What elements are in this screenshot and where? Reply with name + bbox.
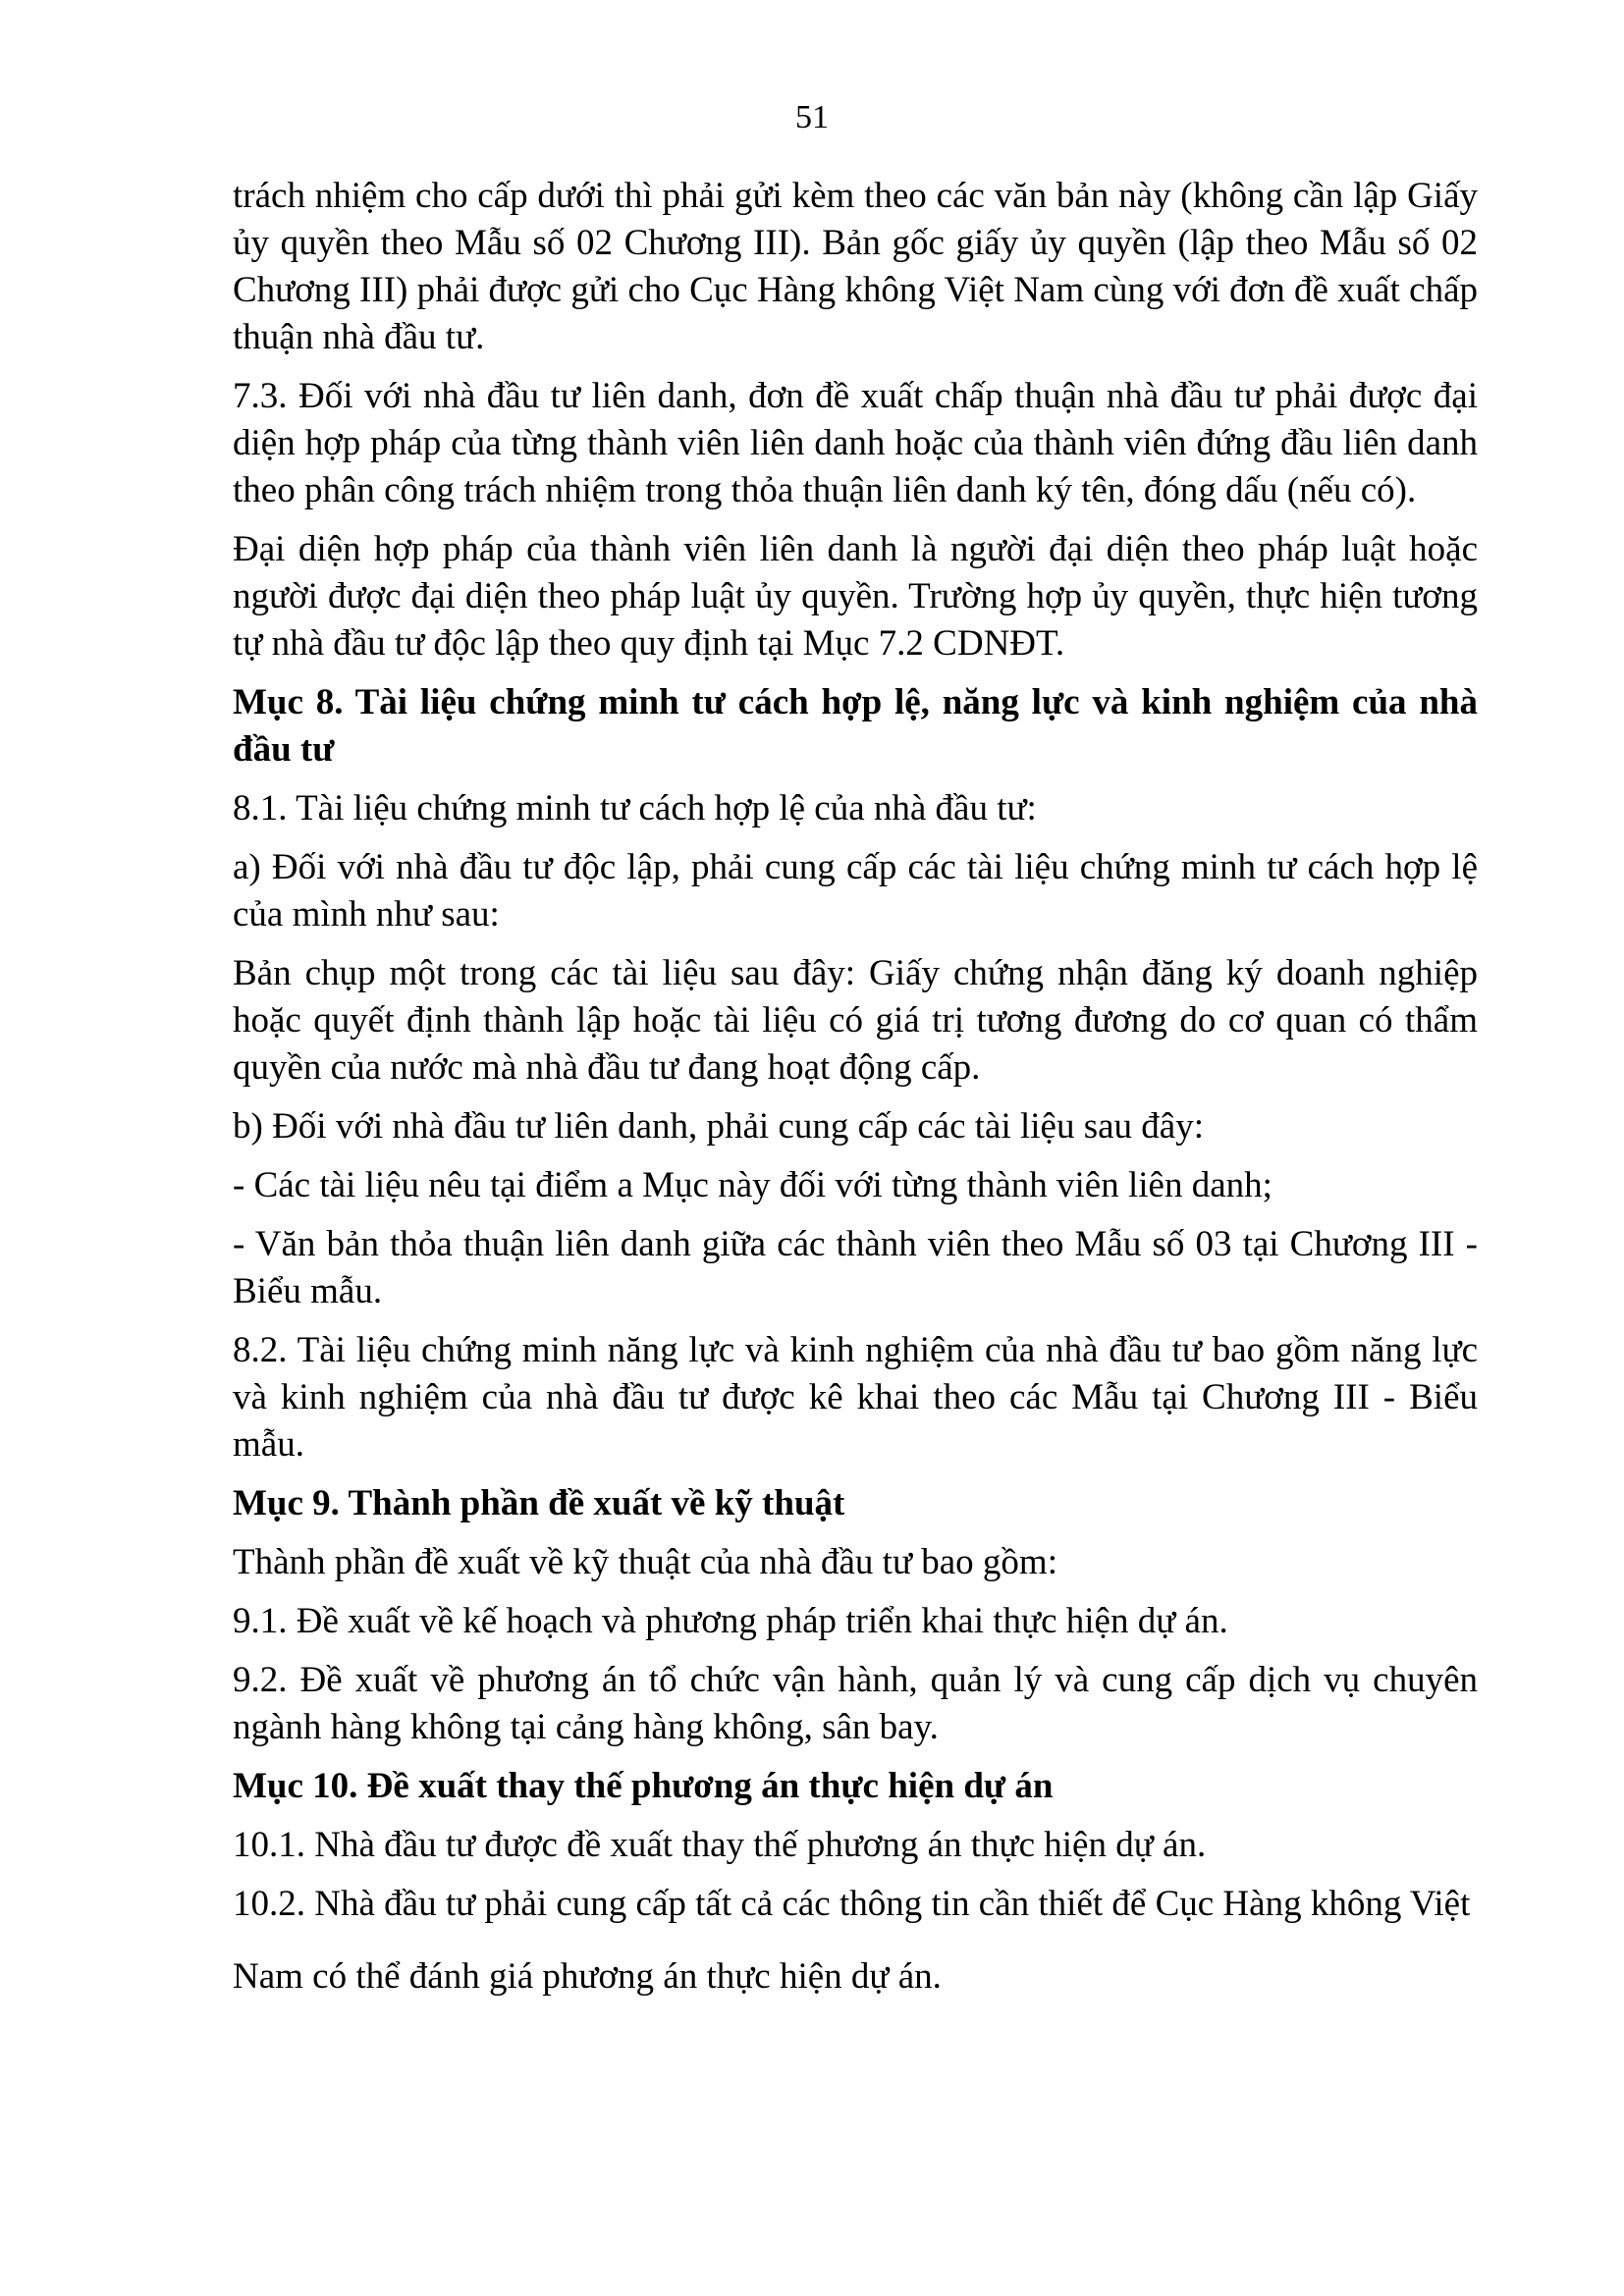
paragraph-muc-9-intro: Thành phần đề xuất về kỹ thuật của nhà đầu tư bao gồm: [233,1542,1057,1582]
paragraph-8-2: 8.2. Tài liệu chứng minh năng lực và kinh nghiệm của nhà đầu tư bao gồm năng lực và kinh nghiệm của nhà đầu tư được kê khai theo các Mẫu tại Chương III - Biểu mẫu. [233,1330,1478,1465]
document-body [233,173,1478,2012]
paragraph-9-2: 9.2. Đề xuất về phương án tổ chức vận hành, quản lý và cung cấp dịch vụ chuyên ngành hàng không tại cảng hàng không, sân bay. [233,1660,1478,1747]
section-heading-muc-8: Mục 8. Tài liệu chứng minh tư cách hợp lệ, năng lực và kinh nghiệm của nhà đầu tư [233,682,1478,770]
paragraph-8-1-b: b) Đối với nhà đầu tư liên danh, phải cung cấp các tài liệu sau đây: [233,1106,1204,1147]
paragraph-8-1-a-detail: Bản chụp một trong các tài liệu sau đây: Giấy chứng nhận đăng ký doanh nghiệp hoặc quyết định thành lập hoặc tài liệu có giá trị tương đương do cơ quan có thẩm quyền của nước mà nhà đầu tư đang hoạt động cấp. [233,953,1478,1088]
paragraph-authorization-note: trách nhiệm cho cấp dưới thì phải gửi kèm theo các văn bản này (không cần lập Giấy ủy quyền theo Mẫu số 02 Chương III). Bản gốc giấy ủy quyền (lập theo Mẫu số 02 Chương III) phải được gửi cho Cục Hàng không Việt Nam cùng với đơn đề xuất chấp thuận nhà đầu tư. [233,176,1478,357]
paragraph-8-1: 8.1. Tài liệu chứng minh tư cách hợp lệ của nhà đầu tư: [233,788,1037,828]
list-item-member-documents: - Các tài liệu nêu tại điểm a Mục này đối với từng thành viên liên danh; [233,1165,1272,1205]
section-heading-muc-9: Mục 9. Thành phần đề xuất về kỹ thuật [233,1483,845,1523]
section-heading-muc-10: Mục 10. Đề xuất thay thế phương án thực hiện dự án [233,1766,1054,1806]
paragraph-10-2-continued: Nam có thể đánh giá phương án thực hiện dự án. [233,1956,942,1997]
paragraph-8-1-a: a) Đối với nhà đầu tư độc lập, phải cung cấp các tài liệu chứng minh tư cách hợp lệ của mình như sau: [233,847,1478,934]
list-item-consortium-agreement: - Văn bản thỏa thuận liên danh giữa các thành viên theo Mẫu số 03 tại Chương III - Biểu mẫu. [233,1224,1478,1311]
paragraph-10-2: 10.2. Nhà đầu tư phải cung cấp tất cả các thông tin cần thiết để Cục Hàng không Việt [233,1884,1471,1924]
paragraph-10-1: 10.1. Nhà đầu tư được đề xuất thay thế phương án thực hiện dự án. [233,1825,1207,1865]
page-number: 51 [795,99,829,135]
paragraph-7-3: 7.3. Đối với nhà đầu tư liên danh, đơn đề xuất chấp thuận nhà đầu tư phải được đại diện hợp pháp của từng thành viên liên danh hoặc của thành viên đứng đầu liên danh theo phân công trách nhiệm trong thỏa thuận liên danh ký tên, đóng dấu (nếu có). [233,376,1478,510]
paragraph-legal-representative: Đại diện hợp pháp của thành viên liên danh là người đại diện theo pháp luật hoặc người được đại diện theo pháp luật ủy quyền. Trường hợp ủy quyền, thực hiện tương tự nhà đầu tư độc lập theo quy định tại Mục 7.2 CDNĐT. [233,529,1478,664]
paragraph-9-1: 9.1. Đề xuất về kế hoạch và phương pháp triển khai thực hiện dự án. [233,1601,1228,1641]
